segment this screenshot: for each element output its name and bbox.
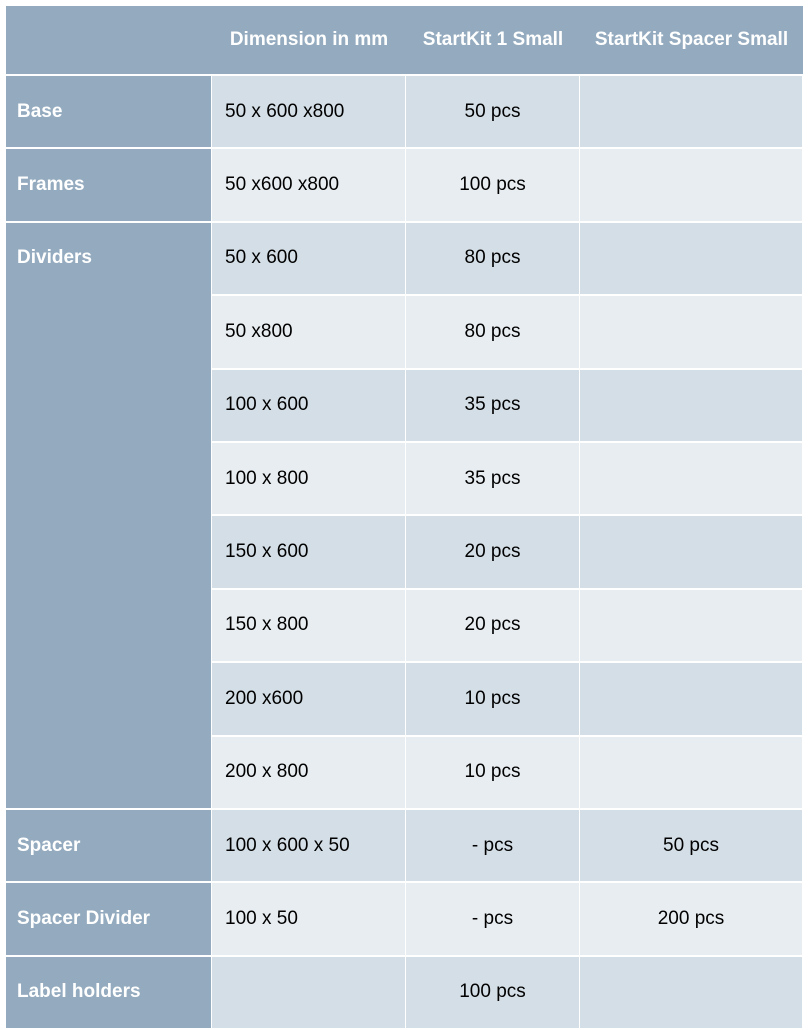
startkit-1-cell: - pcs [406,883,580,956]
table-row [6,810,803,883]
startkit-1-cell: 100 pcs [406,149,580,222]
spacer-kit-cell [580,590,803,663]
startkit-1-cell: 20 pcs [406,590,580,663]
dimension-cell: 100 x 50 [212,883,406,956]
dimension-cell: 150 x 600 [212,516,406,589]
table-row [6,76,803,149]
table-row [6,957,803,1030]
spacer-kit-cell [580,296,803,369]
dimension-cell: 200 x600 [212,663,406,736]
spacer-kit-cell [580,663,803,736]
dimension-cell: 50 x600 x800 [212,149,406,222]
startkit-1-cell: 100 pcs [406,957,580,1030]
dimension-cell: 100 x 600 [212,370,406,443]
row-label-frames: Frames [6,149,212,222]
dimension-cell: 100 x 600 x 50 [212,810,406,883]
startkit-1-cell: - pcs [406,810,580,883]
row-label-spacer: Spacer [6,810,212,883]
dimension-cell [212,957,406,1030]
startkit-1-cell: 35 pcs [406,443,580,516]
header-startkit-1-small: StartKit 1 Small [406,6,580,76]
header-blank-cell [6,6,212,76]
row-label-label-holders: Label holders [6,957,212,1030]
dimension-cell: 50 x 600 x800 [212,76,406,149]
table-row [6,149,803,222]
startkit-1-cell: 35 pcs [406,370,580,443]
row-label-spacer-divider: Spacer Divider [6,883,212,956]
spacer-kit-cell: 200 pcs [580,883,803,956]
spacer-kit-cell [580,149,803,222]
dimension-cell: 50 x 600 [212,223,406,296]
startkit-table [6,6,803,1030]
startkit-1-cell: 80 pcs [406,296,580,369]
spacer-kit-cell [580,370,803,443]
spacer-kit-cell [580,76,803,149]
startkit-1-cell: 80 pcs [406,223,580,296]
dimension-cell: 150 x 800 [212,590,406,663]
spacer-kit-cell [580,516,803,589]
dimension-cell: 100 x 800 [212,443,406,516]
startkit-1-cell: 50 pcs [406,76,580,149]
spacer-kit-cell [580,957,803,1030]
header-startkit-spacer-small: StartKit Spacer Small [580,6,803,76]
dimension-cell: 200 x 800 [212,737,406,810]
spacer-kit-cell: 50 pcs [580,810,803,883]
spacer-kit-cell [580,443,803,516]
header-dimension: Dimension in mm [212,6,406,76]
startkit-1-cell: 20 pcs [406,516,580,589]
header-row [6,6,803,76]
startkit-1-cell: 10 pcs [406,663,580,736]
table-row [6,883,803,956]
spacer-kit-cell [580,223,803,296]
row-label-base: Base [6,76,212,149]
spacer-kit-cell [580,737,803,810]
startkit-1-cell: 10 pcs [406,737,580,810]
dimension-cell: 50 x800 [212,296,406,369]
row-label-dividers: Dividers [6,223,212,810]
table-row [6,223,803,296]
